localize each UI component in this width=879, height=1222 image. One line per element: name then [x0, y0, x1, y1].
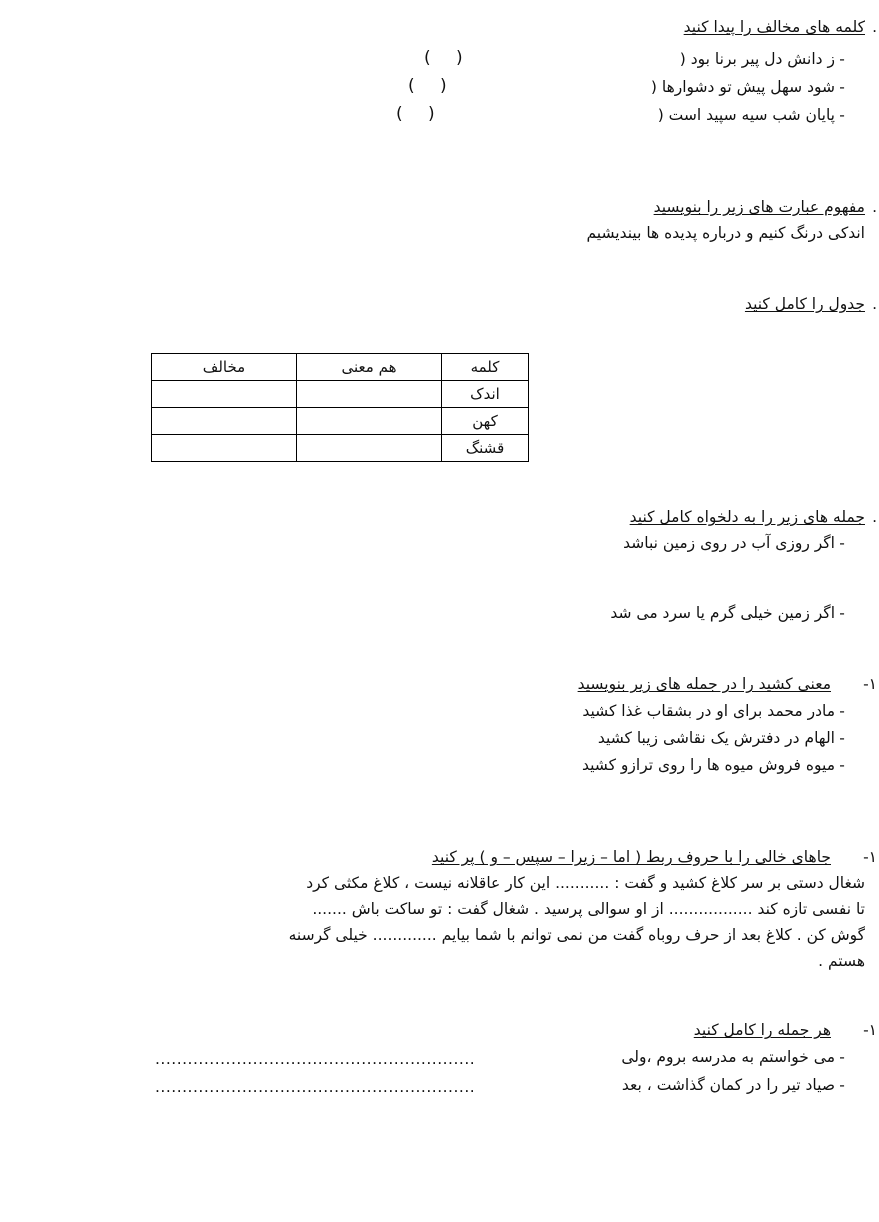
table-cell-antonym[interactable]: [152, 435, 297, 462]
complete-sentence-row-2: [610, 604, 849, 622]
table-header-antonym: مخالف: [152, 354, 297, 381]
bullet-dash: -: [839, 534, 845, 552]
bullet-dash: -: [839, 106, 845, 124]
complete-sentence-text-2: اگر زمین خیلی گرم یا سرد می شد: [610, 604, 835, 622]
table-cell-antonym[interactable]: [152, 381, 297, 408]
antonym-text-1: ز دانش دل پیر برنا بود (: [679, 50, 835, 68]
keshid-text-1: مادر محمد برای او در بشقاب غذا کشید: [582, 702, 835, 720]
conjunctions-passage-line-4: هستم .: [818, 952, 865, 970]
vocabulary-table: [151, 353, 529, 462]
antonym-blank-open-2[interactable]: (: [408, 76, 415, 96]
keshid-text-3: میوه فروش میوه ها را روی ترازو کشید: [581, 756, 835, 774]
bullet-dash: -: [839, 604, 845, 622]
meanings-phrase: اندکی درنگ کنیم و درباره پدیده ها بیندیشیم: [586, 224, 865, 242]
table-cell-synonym[interactable]: [297, 381, 442, 408]
prompt-meanings: مفهوم عبارت های زیر را بنویسید: [653, 198, 865, 216]
section-number-meanings: .: [872, 198, 877, 216]
conjunctions-passage-line-1: شغال دستی بر سر کلاغ کشید و گفت : ........... این کار عاقلانه نیست ، کلاغ مکثی کرد: [306, 874, 865, 892]
prompt-complete-sentences: جمله های زیر را به دلخواه کامل کنید: [629, 508, 865, 526]
prompt-complete-each: هر جمله را کامل کنید: [693, 1021, 831, 1039]
complete-each-text-2: صیاد تیر را در کمان گذاشت ، بعد: [621, 1076, 835, 1094]
table-row: [152, 381, 529, 408]
bullet-dash: -: [839, 1076, 845, 1094]
complete-each-row-2: [622, 1076, 849, 1094]
table-header-synonym: هم معنی: [297, 354, 442, 381]
table-cell-word: کهن: [442, 408, 529, 435]
bullet-dash: -: [839, 702, 845, 720]
antonym-blank-open-1[interactable]: (: [424, 48, 431, 68]
section-number-antonyms: .: [872, 18, 877, 36]
antonym-text-3: پایان شب سیه سپید است (: [657, 106, 835, 124]
table-cell-synonym[interactable]: [297, 408, 442, 435]
bullet-dash: -: [839, 50, 845, 68]
keshid-text-2: الهام در دفترش یک نقاشی زیبا کشید: [597, 729, 835, 747]
antonym-row-2: [651, 78, 849, 96]
conjunctions-passage-line-3: گوش کن . کلاغ بعد از حرف روباه گفت من نمی توانم با شما بیایم ............. خیلی گرسنه: [288, 926, 865, 944]
complete-each-dots-1[interactable]: ...........................................................: [155, 1050, 476, 1068]
keshid-row-3: [582, 756, 849, 774]
table-cell-antonym[interactable]: [152, 408, 297, 435]
complete-sentence-row-1: [623, 534, 849, 552]
table-header-row: [152, 354, 529, 381]
keshid-row-2: [598, 729, 849, 747]
antonym-row-1: [680, 50, 849, 68]
antonym-row-3: [658, 106, 849, 124]
complete-each-row-1: [621, 1048, 849, 1066]
bullet-dash: -: [839, 729, 845, 747]
prompt-conjunctions: جاهای خالی را با حروف ربط ( اما – زیرا – سپس – و ) پر کنید: [431, 848, 831, 866]
complete-sentence-text-1: اگر روزی آب در روی زمین نباشد: [623, 534, 835, 552]
table-row: [152, 408, 529, 435]
antonym-blank-open-3[interactable]: (: [396, 104, 403, 124]
complete-each-text-1: می خواستم به مدرسه بروم ،ولی: [621, 1048, 835, 1066]
antonym-blank-close-1[interactable]: ): [456, 48, 463, 68]
prompt-table: جدول را کامل کنید: [744, 295, 865, 313]
section-number-conjunctions: ۱-: [863, 848, 877, 866]
complete-each-dots-2[interactable]: ...........................................................: [155, 1078, 476, 1096]
table-cell-synonym[interactable]: [297, 435, 442, 462]
keshid-row-1: [582, 702, 849, 720]
table-cell-word: اندک: [442, 381, 529, 408]
prompt-keshid: معنی کشید را در جمله های زیر بنویسید: [577, 675, 831, 693]
conjunctions-passage-line-2: تا نفسی تازه کند ................. از او سوالی پرسید . شغال گفت : تو ساکت باش .......: [312, 900, 865, 918]
table-header-word: کلمه: [442, 354, 529, 381]
antonym-blank-close-3[interactable]: ): [428, 104, 435, 124]
section-number-complete-each: ۱-: [863, 1021, 877, 1039]
table-cell-word: قشنگ: [442, 435, 529, 462]
bullet-dash: -: [839, 756, 845, 774]
bullet-dash: -: [839, 1048, 845, 1066]
section-number-complete-sentences: .: [872, 508, 877, 526]
antonym-text-2: شود سهل پیش تو دشوارها (: [650, 78, 835, 96]
section-number-table: .: [872, 295, 877, 313]
section-number-keshid: ۱-: [863, 675, 877, 693]
prompt-antonyms: کلمه های مخالف را پیدا کنید: [683, 18, 865, 36]
antonym-blank-close-2[interactable]: ): [440, 76, 447, 96]
bullet-dash: -: [839, 78, 845, 96]
table-row: [152, 435, 529, 462]
